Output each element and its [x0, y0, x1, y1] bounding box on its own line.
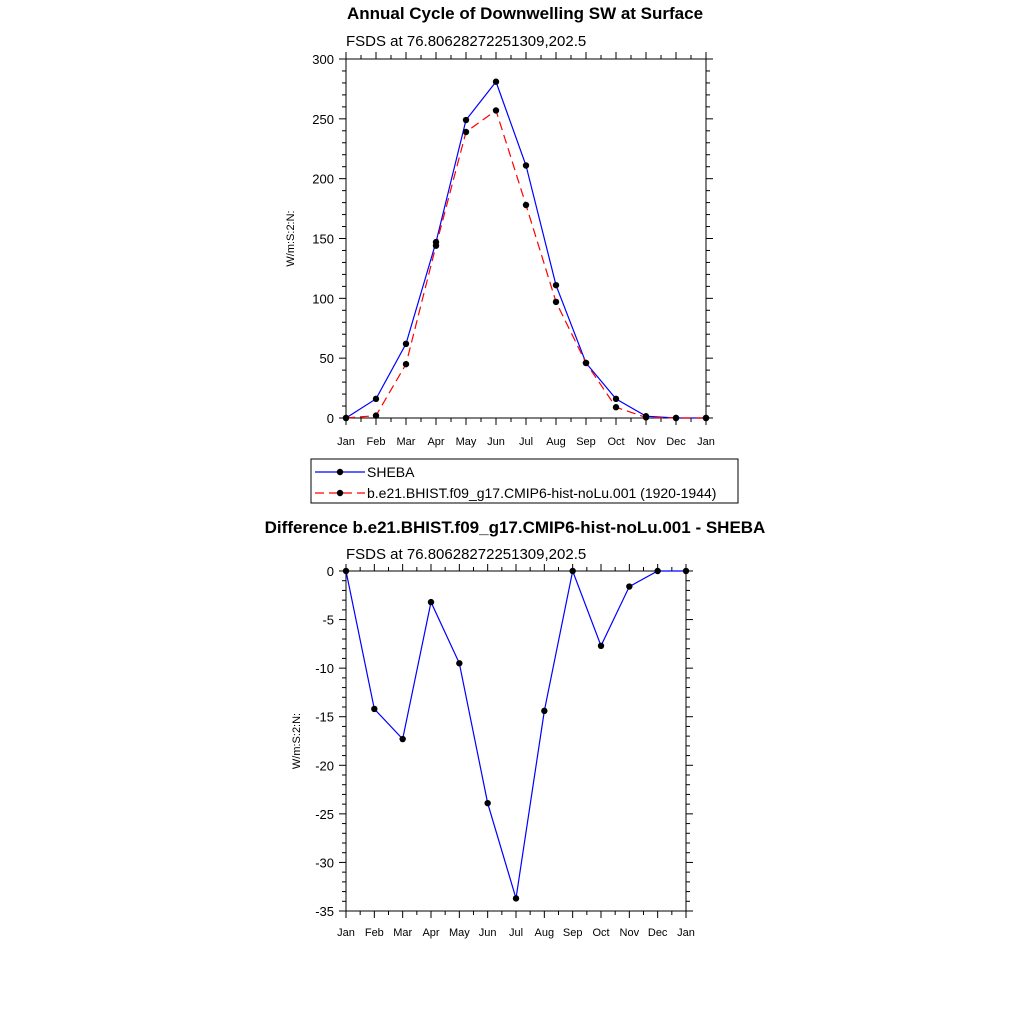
series-0-point-2 — [403, 341, 409, 347]
series-1-point-6 — [523, 202, 529, 208]
x-tick-label: Jan — [677, 927, 695, 939]
bottom-chart-subtitle: FSDS at 76.80628272251309,202.5 — [346, 546, 587, 563]
legend-label-model: b.e21.BHIST.f09_g17.CMIP6-hist-noLu.001 (1920-1944) — [367, 485, 717, 501]
y-tick-label: 200 — [312, 171, 334, 187]
top-chart-title: Annual Cycle of Downwelling SW at Surface — [346, 4, 704, 23]
series-0-point-6 — [513, 895, 519, 901]
x-tick-label: Nov — [619, 927, 640, 939]
series-0-point-4 — [456, 660, 462, 666]
series-0-point-2 — [399, 736, 405, 742]
x-tick-label: Jan — [697, 436, 715, 448]
series-line-1 — [346, 110, 706, 418]
x-tick-label: Jul — [518, 436, 534, 448]
series-0-point-9 — [598, 643, 604, 649]
y-tick-label: 150 — [312, 231, 334, 247]
series-1-point-10 — [643, 414, 649, 420]
x-tick-label: Feb — [364, 927, 384, 939]
x-tick-label: Jan — [337, 927, 355, 939]
x-tick-label: Jan — [337, 436, 355, 448]
series-0-point-8 — [569, 568, 575, 574]
y-tick-label: -30 — [315, 855, 334, 871]
plot-frame — [346, 571, 686, 911]
x-tick-label: May — [448, 927, 470, 939]
y-tick-label: 0 — [326, 564, 334, 579]
bottom-plot-area — [291, 564, 695, 939]
x-tick-label: Feb — [366, 436, 386, 448]
series-1-point-5 — [493, 107, 499, 113]
series-1-point-1 — [373, 412, 379, 418]
y-tick-label: -20 — [315, 758, 334, 774]
x-tick-label: May — [455, 436, 477, 448]
y-tick-label: 250 — [312, 111, 334, 127]
series-0-point-5 — [493, 79, 499, 85]
y-axis-label: W/m:S:2:N: — [285, 210, 297, 267]
y-tick-label: -15 — [315, 709, 334, 725]
legend-marker-model — [337, 490, 343, 496]
series-1-point-12 — [703, 415, 709, 421]
series-0-point-6 — [523, 162, 529, 168]
x-tick-label: Nov — [636, 436, 656, 448]
series-0-point-0 — [343, 568, 349, 574]
plot-frame — [346, 59, 706, 418]
series-1-point-0 — [343, 415, 349, 421]
series-0-point-1 — [373, 396, 379, 402]
series-0-point-7 — [553, 282, 559, 288]
y-tick-label: 0 — [326, 411, 334, 426]
series-1-point-8 — [583, 360, 589, 366]
x-tick-label: Sep — [576, 436, 596, 448]
series-0-point-5 — [484, 800, 490, 806]
x-tick-label: Mar — [396, 436, 416, 448]
y-tick-label: -5 — [322, 612, 334, 628]
y-tick-label: 50 — [319, 351, 334, 367]
legend — [311, 459, 738, 503]
series-line-0 — [346, 571, 686, 898]
top-chart-subtitle: FSDS at 76.80628272251309,202.5 — [346, 33, 587, 50]
series-line-0 — [346, 82, 706, 418]
series-1-point-2 — [403, 361, 409, 367]
x-tick-label: Oct — [607, 436, 625, 448]
y-tick-label: -10 — [315, 661, 334, 677]
series-1-point-7 — [553, 299, 559, 305]
x-tick-label: Apr — [422, 927, 440, 939]
series-0-point-7 — [541, 708, 547, 714]
series-0-point-3 — [428, 599, 434, 605]
x-tick-label: Aug — [534, 927, 555, 939]
x-tick-label: Mar — [393, 927, 413, 939]
series-0-point-11 — [654, 568, 660, 574]
x-tick-label: Sep — [562, 927, 583, 939]
y-tick-label: -25 — [315, 806, 334, 822]
series-0-point-9 — [613, 396, 619, 402]
series-0-point-10 — [626, 583, 632, 589]
x-tick-label: Aug — [546, 436, 566, 448]
legend-marker-sheba — [337, 469, 343, 475]
x-tick-label: Dec — [647, 927, 668, 939]
series-0-point-1 — [371, 706, 377, 712]
series-1-point-11 — [673, 415, 679, 421]
x-tick-label: Apr — [427, 436, 445, 448]
series-0-point-12 — [683, 568, 689, 574]
y-tick-label: 100 — [312, 291, 334, 307]
x-tick-label: Jun — [487, 436, 505, 448]
series-0-point-4 — [463, 117, 469, 123]
series-1-point-9 — [613, 404, 619, 410]
x-tick-label: Jul — [508, 927, 524, 939]
bottom-chart-title: Difference b.e21.BHIST.f09_g17.CMIP6-hist-noLu.001 - SHEBA — [264, 518, 766, 537]
y-tick-label: 300 — [312, 52, 334, 67]
x-tick-label: Jun — [478, 927, 497, 939]
x-tick-label: Oct — [592, 927, 610, 939]
top-plot-area — [285, 52, 715, 448]
series-1-point-3 — [433, 242, 439, 248]
x-tick-label: Dec — [666, 436, 686, 448]
series-1-point-4 — [463, 129, 469, 135]
y-axis-label: W/m:S:2:N: — [291, 712, 303, 770]
legend-label-sheba: SHEBA — [367, 464, 415, 480]
y-tick-label: -35 — [315, 904, 334, 919]
